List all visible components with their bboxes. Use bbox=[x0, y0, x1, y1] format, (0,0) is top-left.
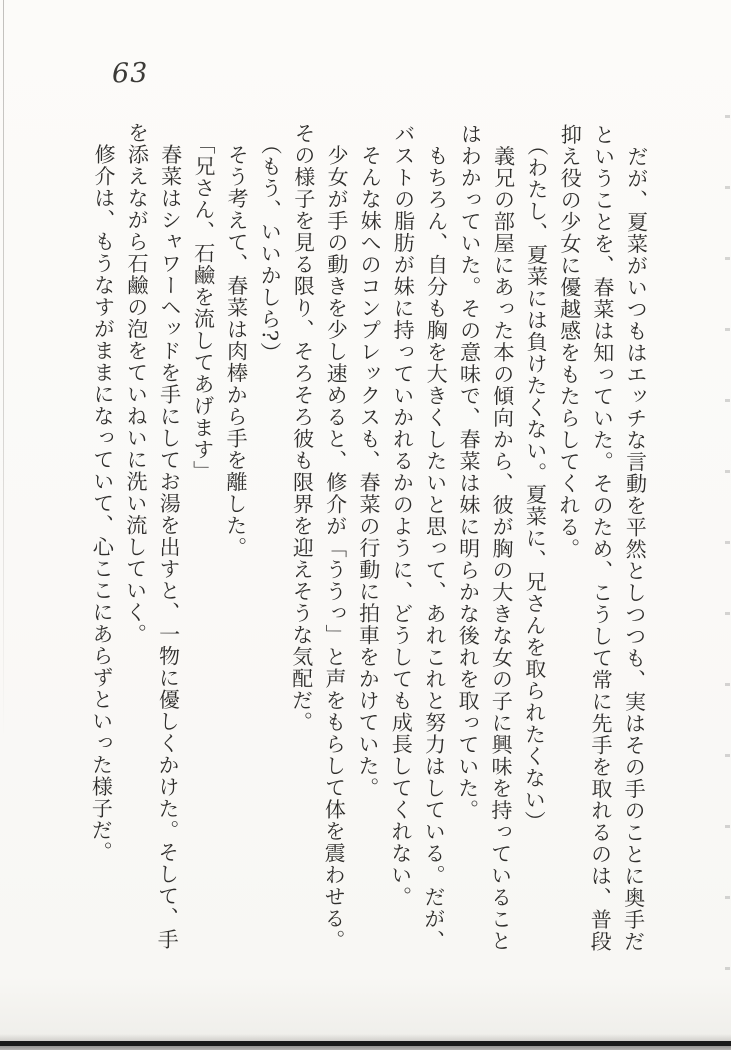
text-column: だが、夏菜がいつもはエッチな言動を平然としつつも、実はその手のことに奥手だ bbox=[621, 123, 650, 953]
text-column: もちろん、自分も胸を大きくしたいと思って、あれこれと努力はしている。だが、 bbox=[421, 123, 450, 952]
text-column: 義兄の部屋にあった本の傾向から、彼が胸の大きな女の子に興味を持っていること bbox=[488, 123, 516, 952]
text-column: そう考えて、春菜は肉棒から手を離した。 bbox=[223, 122, 250, 559]
text-column: そんな妹へのコンプレックスも、春菜の行動に拍車をかけていた。 bbox=[355, 122, 383, 799]
text-block bbox=[83, 122, 653, 1004]
text-column: 「兄さん、石鹼を流してあげます」 bbox=[190, 121, 217, 483]
scan-right-edge-artifacts bbox=[725, 115, 730, 1020]
text-column: を添えながら石鹼の泡をていねいに洗い流していく。 bbox=[123, 121, 150, 646]
text-column: その様子を見る限り、そろそろ彼も限界を迎えそうな気配だ。 bbox=[289, 122, 317, 733]
scan-left-edge-line bbox=[3, 0, 4, 740]
page-number: 63 bbox=[111, 57, 149, 90]
scan-bottom-edge-outer bbox=[0, 1046, 731, 1050]
text-column: ということを、春菜は知っていた。そのため、こうして常に先手を取れるのは、普段 bbox=[588, 123, 616, 953]
text-column: 春菜はシャワーヘッドを手にしてお湯を出すと、一物に優しくかけた。そして、手 bbox=[155, 121, 183, 951]
text-column: バストの脂肪が妹に持っていかれるかのように、どうしても成長してくれない。 bbox=[388, 122, 416, 908]
text-column: （わたし、夏菜には負けたくない。夏菜に、兄さんを取られたくない） bbox=[522, 123, 550, 833]
text-column: （もう、いいかしら?） bbox=[257, 122, 283, 364]
text-column: 修介は、もうなすがままになっていて、心ここにあらずといった様子だ。 bbox=[89, 121, 117, 863]
scan-bottom-shadow bbox=[0, 1034, 731, 1041]
text-column: 少女が手の動きを少し速めると、修介が「ううっ」と声をもらして体を震わせる。 bbox=[321, 122, 350, 952]
text-column: 抑え役の少女に優越感をもたらしてくれる。 bbox=[556, 123, 583, 560]
text-column: はわかっていた。その意味で、春菜は妹に明らかな後れを取っていた。 bbox=[455, 123, 483, 821]
